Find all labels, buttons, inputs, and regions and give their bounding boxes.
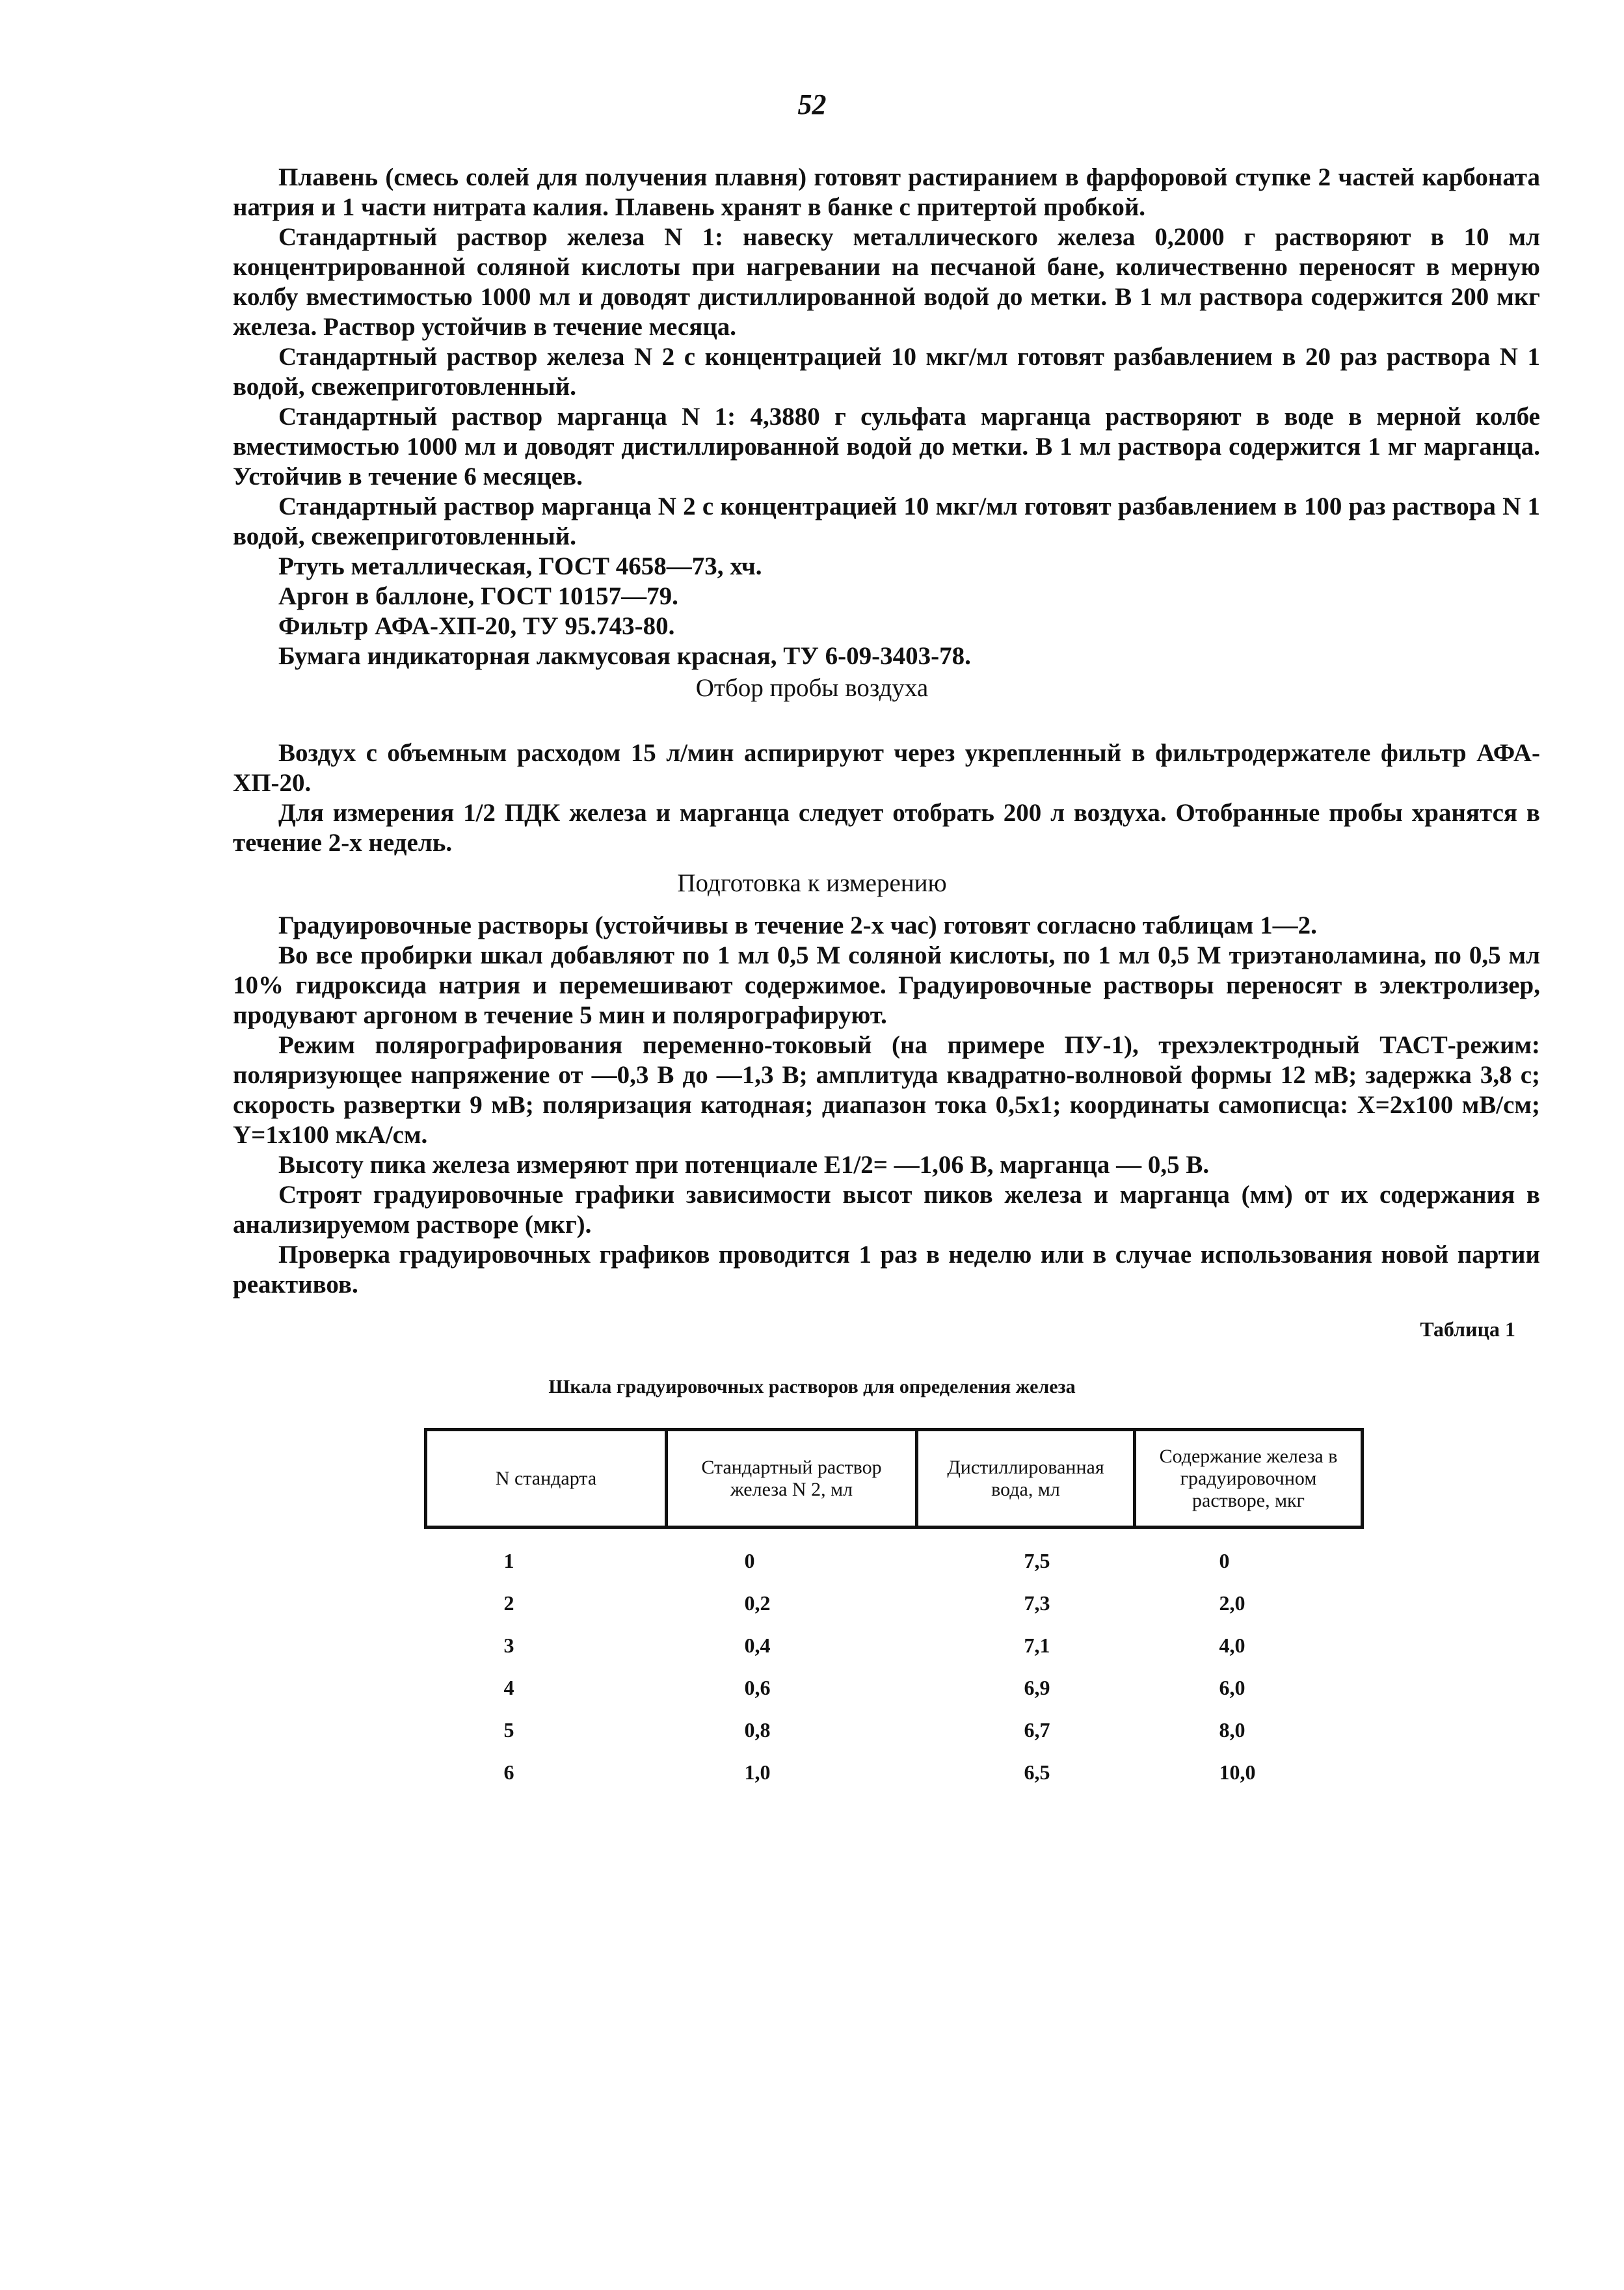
paragraph: Бумага индикаторная лакмусовая красная, ТУ 6-09-3403-78. bbox=[278, 642, 971, 670]
table-cell: 6,9 bbox=[1024, 1676, 1050, 1699]
table-cell: 10,0 bbox=[1219, 1760, 1256, 1784]
table-row bbox=[426, 1751, 1363, 1794]
column-header: Дистиллированная вода, мл bbox=[917, 1430, 1135, 1528]
sampling-section bbox=[233, 738, 1540, 858]
table-cell: 1 bbox=[503, 1549, 514, 1572]
table-cell: 4 bbox=[503, 1676, 514, 1699]
table-cell: 6,5 bbox=[1024, 1760, 1050, 1784]
table-cell: 7,3 bbox=[1024, 1591, 1050, 1615]
paragraph: Воздух с объемным расходом 15 л/мин аспирируют через укрепленный в фильтродержателе фильтр АФА-ХП-20. bbox=[233, 739, 1540, 797]
table-cell: 0,2 bbox=[744, 1591, 771, 1615]
paragraph: Стандартный раствор железа N 1: навеску металлического железа 0,2000 г растворяют в 10 мл концентрированной соляной кислоты при нагревании на песчаной бане, количественно переносят в мерную колбу вместимостью 1000 мл и доводят дистиллированной водой до метки. В 1 мл раствора содержится 200 мкг железа. Раствор устойчив в течение месяца. bbox=[233, 223, 1540, 341]
table-cell: 0 bbox=[1219, 1549, 1230, 1572]
paragraph: Стандартный раствор марганца N 1: 4,3880 г сульфата марганца растворяют в воде в мерной колбе вместимостью 1000 мл и доводят дистиллированной водой до метки. В 1 мл раствора содержится 1 мг марганца. Устойчив в течение 6 месяцев. bbox=[233, 403, 1540, 491]
paragraph: Ртуть металлическая, ГОСТ 4658—73, хч. bbox=[278, 552, 762, 580]
paragraph: Высоту пика железа измеряют при потенциале E1/2= —1,06 В, марганца — 0,5 В. bbox=[278, 1151, 1210, 1179]
table-cell: 7,5 bbox=[1024, 1549, 1050, 1572]
table-cell: 0,8 bbox=[744, 1718, 771, 1742]
table-cell: 7,1 bbox=[1024, 1634, 1050, 1657]
table-row bbox=[426, 1667, 1363, 1709]
table-cell: 3 bbox=[503, 1634, 514, 1657]
table-cell: 0,6 bbox=[744, 1676, 771, 1699]
paragraph: Строят градуировочные графики зависимости высот пиков железа и марганца (мм) от их содержания в анализируемом растворе (мкг). bbox=[233, 1181, 1540, 1239]
table-cell: 1,0 bbox=[744, 1760, 771, 1784]
table-number: Таблица 1 bbox=[1420, 1317, 1515, 1341]
paragraph: Режим полярографирования переменно-токовый (на примере ПУ-1), трехэлектродный ТАСТ-режим: поляризующее напряжение от —0,3 В до —1,3 В; амплитуда квадратно-волновой формы 12 мВ; задержка 3,8 с; скорость развертки 9 мВ; поляризация катодная; диапазон тока 0,5x1; координаты самописца: Х=2х100 мВ/см; Y=1х100 мкА/см. bbox=[233, 1031, 1540, 1149]
table-cell: 0 bbox=[744, 1549, 755, 1572]
paragraph: Градуировочные растворы (устойчивы в течение 2-х час) готовят согласно таблицам 1—2. bbox=[278, 911, 1317, 939]
reagents-section bbox=[233, 163, 1540, 671]
paragraph: Стандартный раствор железа N 2 с концентрацией 10 мкг/мл готовят разбавлением в 20 раз раствора N 1 водой, свежеприготовленный. bbox=[233, 343, 1540, 401]
paragraph: Для измерения 1/2 ПДК железа и марганца следует отобрать 200 л воздуха. Отобранные пробы хранятся в течение 2-х недель. bbox=[233, 799, 1540, 857]
table-cell: 0,4 bbox=[744, 1634, 771, 1657]
table-cell: 6,0 bbox=[1219, 1676, 1245, 1699]
table-cell: 6,7 bbox=[1024, 1718, 1050, 1742]
column-header: Стандартный раствор железа N 2, мл bbox=[667, 1430, 917, 1528]
calibration-table bbox=[424, 1428, 1364, 1794]
paragraph: Фильтр АФА-ХП-20, ТУ 95.743-80. bbox=[278, 612, 675, 640]
table-row bbox=[426, 1528, 1363, 1583]
column-header: Содержание железа в градуировочном растворе, мкг bbox=[1135, 1430, 1363, 1528]
preparation-section bbox=[233, 911, 1540, 1300]
section-heading-preparation: Подготовка к измерению bbox=[677, 869, 947, 897]
section-heading-sampling: Отбор пробы воздуха bbox=[695, 674, 929, 702]
table-row bbox=[426, 1624, 1363, 1667]
table-header-row bbox=[426, 1430, 1363, 1528]
table-row bbox=[426, 1582, 1363, 1624]
table-cell: 5 bbox=[503, 1718, 514, 1742]
page-number: 52 bbox=[797, 88, 827, 120]
table-cell: 2 bbox=[503, 1591, 514, 1615]
table-cell: 8,0 bbox=[1219, 1718, 1245, 1742]
paragraph: Аргон в баллоне, ГОСТ 10157—79. bbox=[278, 582, 678, 610]
paragraph: Во все пробирки шкал добавляют по 1 мл 0,5 М соляной кислоты, по 1 мл 0,5 М триэтаноламина, по 0,5 мл 10% гидроксида натрия и перемешивают содержимое. Градуировочные растворы переносят в электролизер, продувают аргоном в течение 5 мин и полярографируют. bbox=[233, 941, 1540, 1029]
table-caption: Шкала градуировочных растворов для определения железа bbox=[548, 1376, 1076, 1397]
paragraph: Проверка градуировочных графиков проводится 1 раз в неделю или в случае использования новой партии реактивов. bbox=[233, 1241, 1540, 1299]
table-cell: 4,0 bbox=[1219, 1634, 1245, 1657]
table-row bbox=[426, 1709, 1363, 1751]
table-cell: 6 bbox=[503, 1760, 514, 1784]
paragraph: Стандартный раствор марганца N 2 с концентрацией 10 мкг/мл готовят разбавлением в 100 раз раствора N 1 водой, свежеприготовленный. bbox=[233, 492, 1540, 550]
paragraph: Плавень (смесь солей для получения плавня) готовят растиранием в фарфоровой ступке 2 частей карбоната натрия и 1 части нитрата калия. Плавень хранят в банке с притертой пробкой. bbox=[233, 163, 1540, 221]
table-cell: 2,0 bbox=[1219, 1591, 1245, 1615]
column-header: N стандарта bbox=[426, 1430, 667, 1528]
